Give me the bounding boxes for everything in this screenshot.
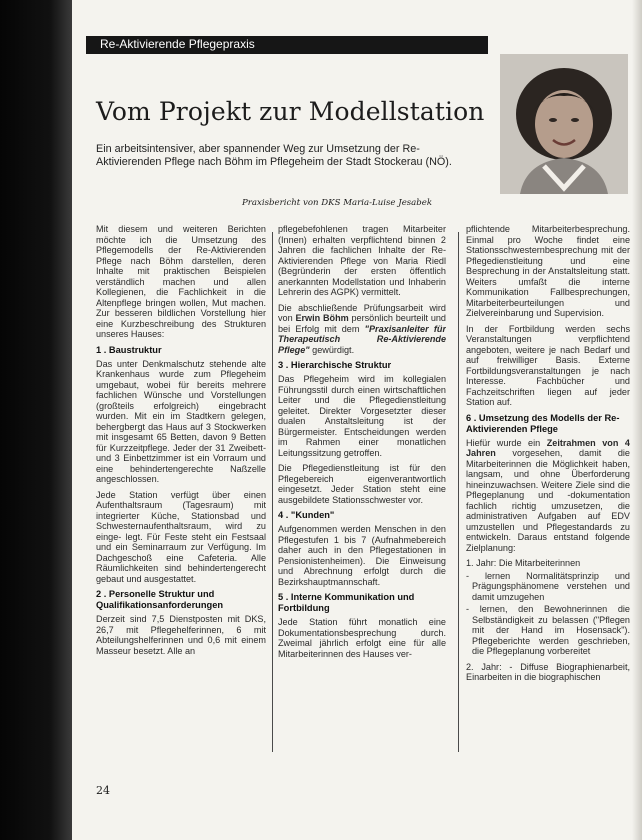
article-byline: Praxisbericht von DKS Maria-Luise Jesabek [242, 198, 433, 208]
text-run-bold: Zeitrahmen von 4 Jahren [466, 437, 630, 458]
section-heading: 1 . Baustruktur [96, 344, 162, 355]
column-divider [458, 232, 459, 752]
section-heading: 5 . Interne Kommunikation und Fortbildung [278, 592, 415, 613]
list-heading: 1. Jahr: Die Mitarbeiterinnen [466, 558, 581, 568]
page-edge-shadow [632, 0, 642, 840]
article-title: Vom Projekt zur Modellstation [96, 97, 485, 126]
page-number: 24 [96, 784, 110, 797]
section-header-title: Re-Aktivierende Pflegepraxis [100, 37, 255, 51]
column-3 [466, 224, 630, 764]
author-photo [500, 54, 628, 194]
body-paragraph: pflegebefohlenen tragen Mitarbeiter (Innen) erhalten verpflichtend binnen 2 Jahren die fachlichen Inhalte der Re-Aktivierenden Pflege von Maria Riedl (Begründerin der ersten öffentlich anerkannten Modellstation und Inhaberin Lehrerin des AGPK) vermittelt. [278, 224, 446, 297]
text-run-bold: Erwin Böhm [295, 313, 349, 323]
column-1 [96, 224, 266, 784]
body-paragraph: Jede Station führt monatlich eine Dokumentationsbesprechung durch. Zweimal jährlich erfolgt eine für alle Mitarbeiterinnen des Hauses ver- [278, 617, 446, 659]
list-item: - lernen Normalitätsprinzip und Prägungsphänomene verstehen und damit umzugehen [466, 570, 630, 602]
body-paragraph: Jede Station verfügt über einen Aufenthaltsraum (Tagesraum) mit integrierter Küche, Stationsbad und Schwesternaufenthaltsraum, wird zu einge- legt. Für Feste steht ein Festsaal und ein Seminarraum zur Verfügung. Im Dachgeschoß eine Cafeteria. Alle Räumlichkeiten sind behindertengerecht gebaut und ausgestattet. [96, 489, 266, 584]
book-spine-shadow [0, 0, 72, 840]
intro-paragraph: Mit diesem und weiteren Berichten möchte ich die Umsetzung des Pflegemodells der Re-Aktivierenden Pflege nach Böhm darstellen, deren Inhalte mit praktischen Beispielen verständlich machen und allen Kollegienen, die Fachlichkeit in die Altenpflege bringen wollen, Mut machen. Zur besseren bildlichen Vorstellung hier eine Kurzbeschreibung des Strukturen unseres Hauses: [96, 224, 266, 339]
text-run-bold-italic: "Praxisanleiter für Therapeutisch Re-Aktivierende Pflege" [278, 323, 446, 355]
body-paragraph: Das unter Denkmalschutz stehende alte Krankenhaus wurde zum Pflegeheim umgebaut, wobei für bereits mehrere fachlichen Wünsche und Vorstellungen (großteils erfolgreich) eingebracht wurden. Mit ein im Stadtkern gelegen, behergbergt das Haus auf 3 Stockwerken mit insgesamt 65 Betten, davon 9 Betten für Kurzzeitpflege. Jeder der 31 Zweibett- und 3 Einbettzimmer ist ein Vorraum und eine behindertengerechte Naßzelle angeschlossen. [96, 358, 266, 484]
column-2 [278, 224, 446, 764]
text-run: Die abschließende Prüfungsarbeit wird von [278, 302, 446, 323]
text-run: Hiefür wurde ein [466, 437, 547, 448]
body-paragraph: pflichtende Mitarbeiterbesprechung. Einmal pro Woche findet eine Stationsschwesternbesprechung mit der Pflegedienstleitung und eine Besprechung in der Anstaltsleitung statt. Weiters umfaßt die interne Kommunikation Fallbesprechungen, Mitarbeiterbeurteilungen und Zielvereinbarung und Supervision. [466, 224, 630, 318]
column-divider [272, 232, 273, 752]
body-paragraph [466, 438, 630, 554]
text-run: vorgesehen, damit die Mitarbeiterinnen die Möglichkeit haben, langsam, und ohne Überforderung hineinzuwachsen. Weitere Ziele sind die Pflegeplanung und -dokumentation fachlich richtig umzusetzen, die administrativen Aufgaben auf EDV umzustellen und Pflegestandards zu entwickeln. Daraus entstand folgende Zielplanung: [466, 448, 630, 553]
article-lead: Ein arbeitsintensiver, aber spannender Weg zur Umsetzung der Re-Aktivierenden Pflege nach Böhm im Pflegeheim der Stadt Stockerau (NÖ). [96, 143, 452, 168]
body-paragraph: Derzeit sind 7,5 Dienstposten mit DKS, 26,7 mit Pflegehelferinnen, 6 mit Abteilungshelferinnen und 0,6 mit einem Masseur besetzt. Alle an [96, 614, 266, 656]
body-paragraph: Aufgenommen werden Menschen in den Pflegestufen 1 bis 7 (Aufnahmebereich daher auch in den Pflegestationen in Pensionistenheimen). Die Einweisung und Abrechnung erfolgt durch die Bezirkshauptmannschaft. [278, 524, 446, 587]
section-heading: 2 . Personelle Struktur und Qualifikationsanforderungen [96, 589, 224, 610]
list-item: - lernen, den Bewohnerinnen die Selbständigkeit zu belassen ("Pflegen mit der Hand im Hosensack"). Pflegeberichte werden geschrieben, die Pflegeplanung vorbereitet [466, 604, 630, 656]
body-paragraph: Das Pflegeheim wird im kollegialen Führungsstil durch einen wirtschaftlichen Leiter und die Pflegedienstleitung geleitet. Direkter Vorgesetzter dieser dualen Anstaltsleitung ist der Bürgermeister. Entscheidungen werden im Rahmen einer monatlichen Leitungssitzung getroffen. [278, 374, 446, 458]
section-heading: 6 . Umsetzung des Modells der Re-Aktivierenden Pflege [466, 412, 620, 434]
section-heading: 3 . Hierarchische Struktur [278, 360, 392, 370]
body-paragraph: Die Pflegedienstleitung ist für den Pflegebereich eigenverantwortlich eingesetzt. Jeder Station steht eine ausgebildete Stationsschwester vor. [278, 463, 446, 505]
section-heading: 4 . "Kunden" [278, 510, 335, 520]
text-run: persönlich beurteilt und bei Erfolg mit dem [278, 313, 446, 334]
text-run: gewürdigt. [309, 344, 355, 355]
list-heading: 2. Jahr: - Diffuse Biographienarbeit, Einarbeiten in die biographischen [466, 661, 630, 682]
body-paragraph: In der Fortbildung werden sechs Veranstaltungen verpflichtend angeboten, weitere je nach Bedarf und auf freiwilliger Basis. Externe Fortbildungsveranstaltungen je nach Interesse. Fachbücher und Fachzeitschriften liegen auf jeder Station auf. [466, 323, 630, 407]
body-paragraph [278, 303, 446, 356]
